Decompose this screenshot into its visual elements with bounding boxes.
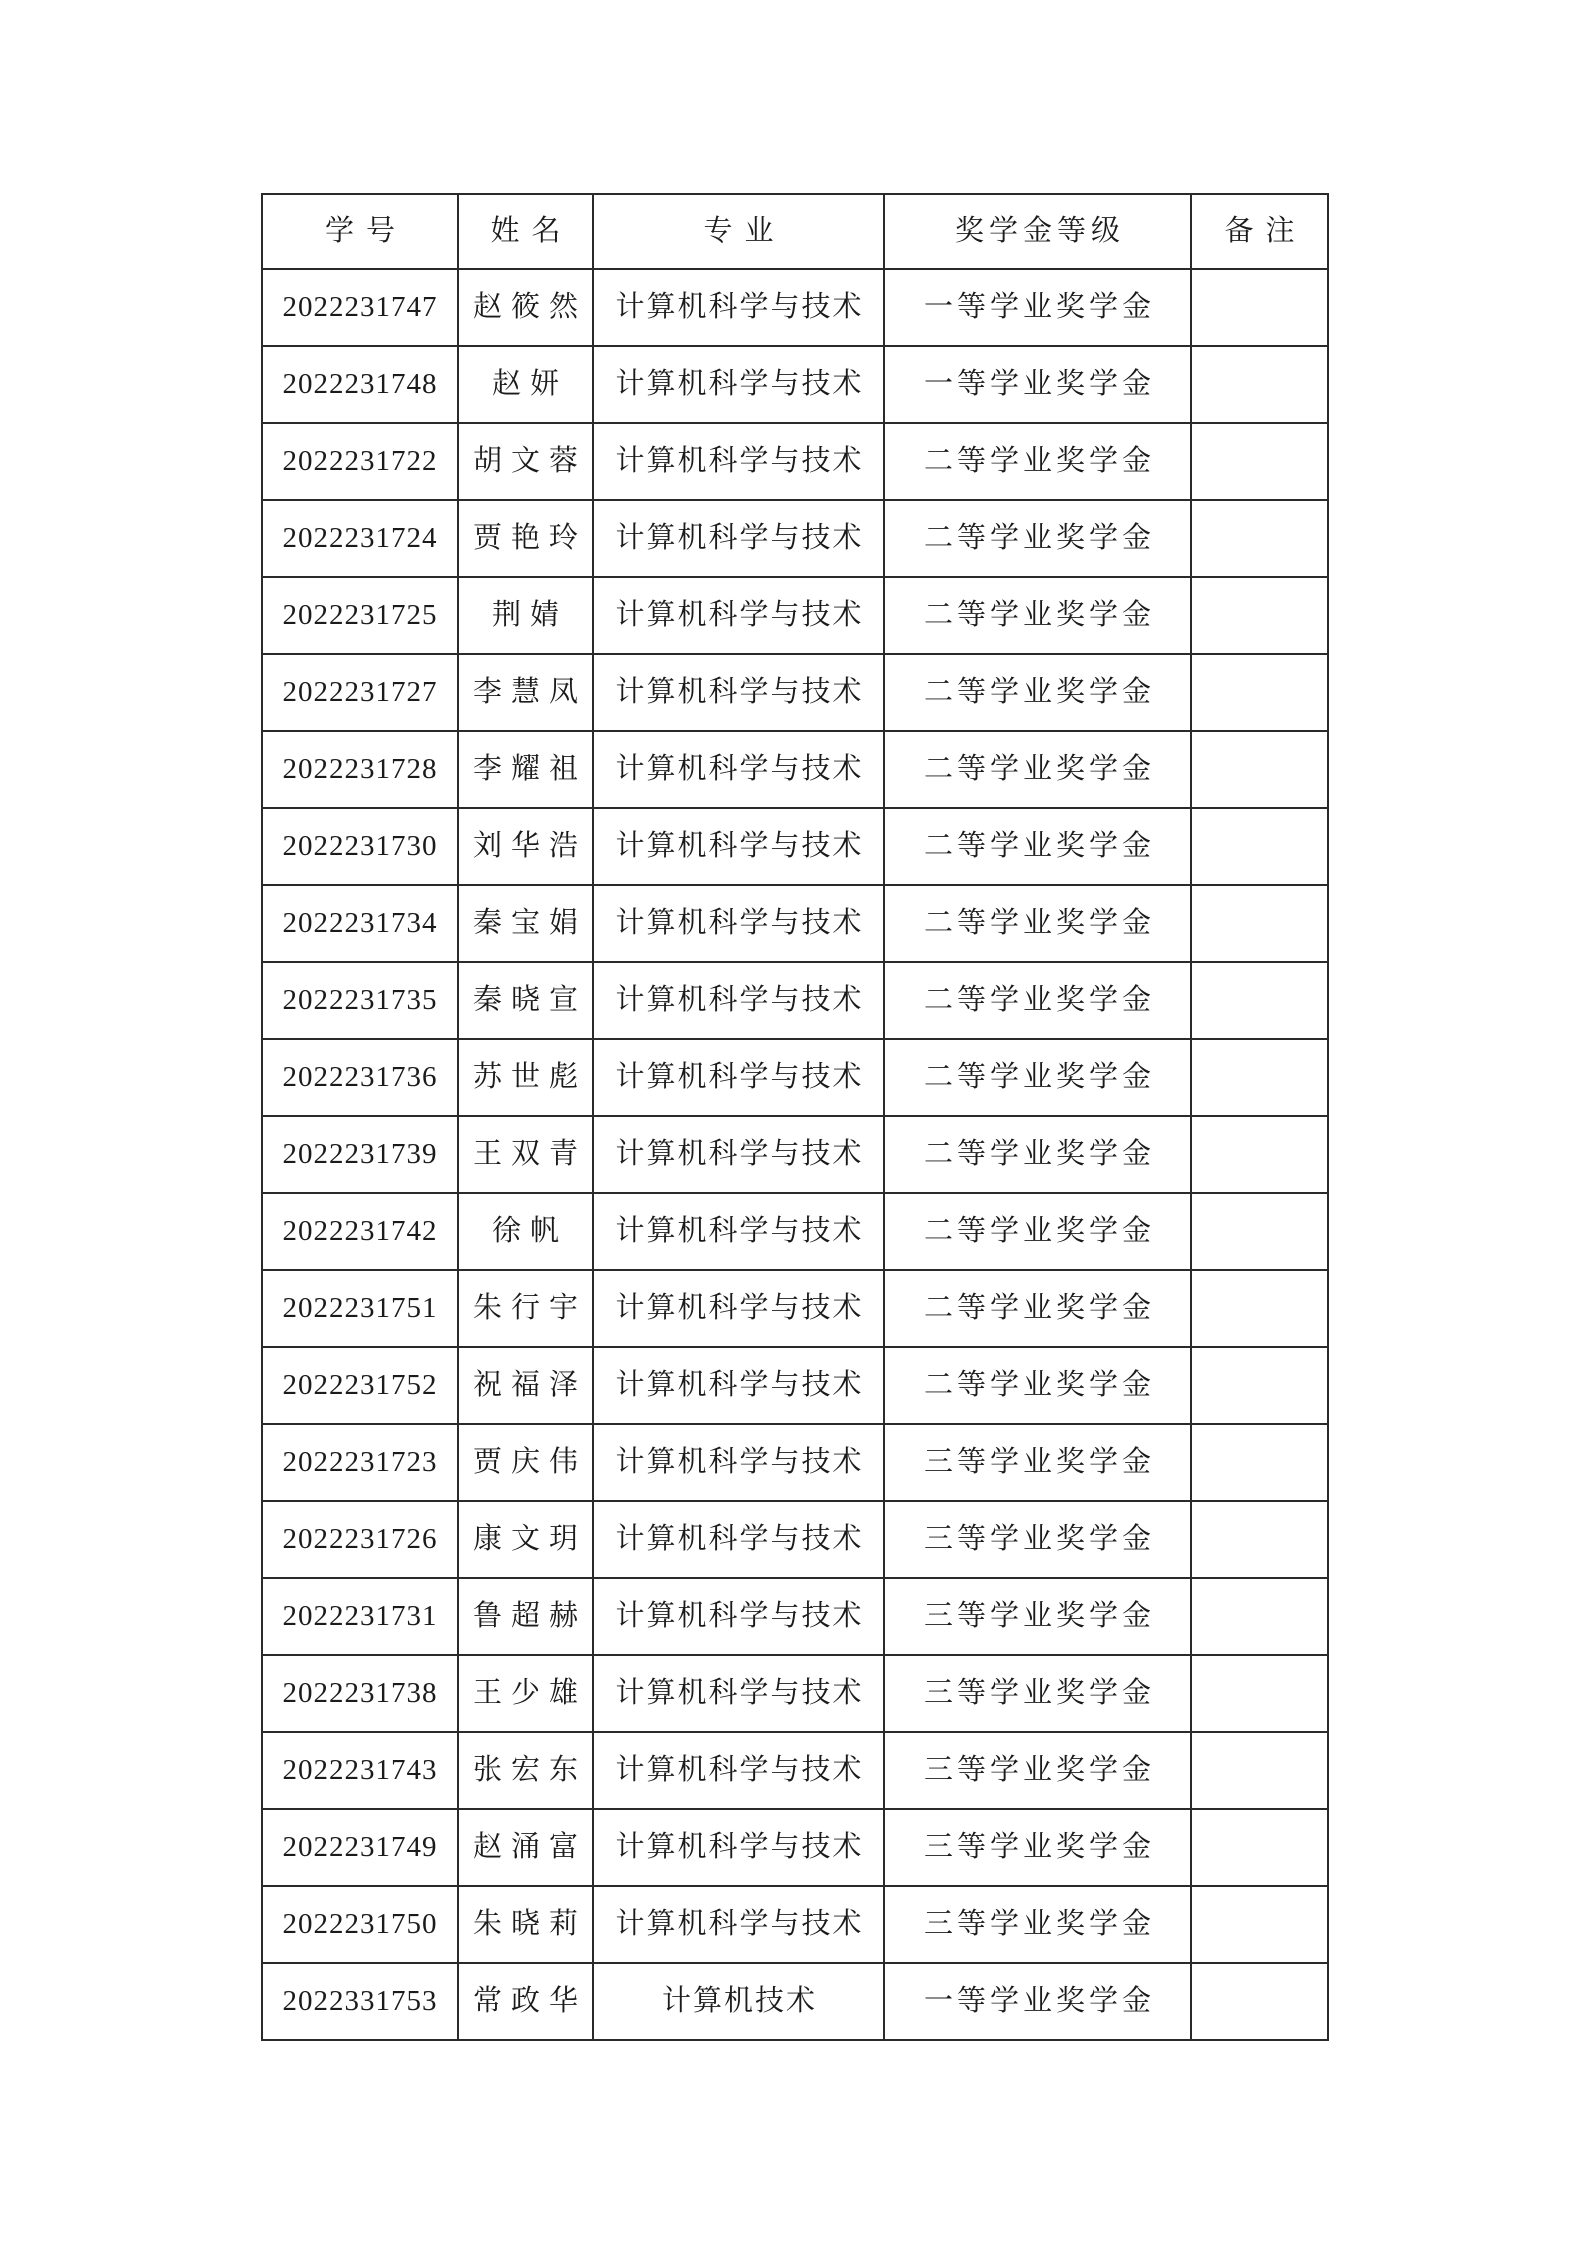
student-id-cell: 2022231739: [262, 1116, 458, 1193]
name-cell: 赵妍: [458, 346, 593, 423]
major-cell: 计算机科学与技术: [593, 500, 884, 577]
remark-cell: [1191, 1655, 1328, 1732]
table-row: [262, 423, 1328, 500]
scholarship-cell: 一等学业奖学金: [884, 269, 1191, 346]
name-cell: 李耀祖: [458, 731, 593, 808]
major-cell: 计算机科学与技术: [593, 1270, 884, 1347]
name-cell: 康文玥: [458, 1501, 593, 1578]
name-cell: 苏世彪: [458, 1039, 593, 1116]
major-cell: 计算机科学与技术: [593, 1039, 884, 1116]
table-row: [262, 1963, 1328, 2040]
name-cell: 赵涌富: [458, 1809, 593, 1886]
name-cell: 刘华浩: [458, 808, 593, 885]
scholarship-cell: 二等学业奖学金: [884, 423, 1191, 500]
student-id-cell: 2022231724: [262, 500, 458, 577]
major-cell: 计算机科学与技术: [593, 885, 884, 962]
scholarship-cell: 三等学业奖学金: [884, 1732, 1191, 1809]
major-cell: 计算机科学与技术: [593, 1193, 884, 1270]
student-id-cell: 2022231742: [262, 1193, 458, 1270]
name-cell: 张宏东: [458, 1732, 593, 1809]
table-row: [262, 346, 1328, 423]
major-cell: 计算机科学与技术: [593, 654, 884, 731]
major-cell: 计算机科学与技术: [593, 1655, 884, 1732]
scholarship-table: [261, 193, 1329, 2041]
name-cell: 赵筱然: [458, 269, 593, 346]
major-cell: 计算机科学与技术: [593, 808, 884, 885]
major-cell: 计算机科学与技术: [593, 1809, 884, 1886]
student-id-cell: 2022231738: [262, 1655, 458, 1732]
student-id-cell: 2022231725: [262, 577, 458, 654]
remark-cell: [1191, 731, 1328, 808]
student-id-cell: 2022231750: [262, 1886, 458, 1963]
table-row: [262, 1039, 1328, 1116]
remark-cell: [1191, 1039, 1328, 1116]
scholarship-cell: 二等学业奖学金: [884, 654, 1191, 731]
remark-cell: [1191, 1347, 1328, 1424]
scholarship-cell: 三等学业奖学金: [884, 1424, 1191, 1501]
student-id-cell: 2022231728: [262, 731, 458, 808]
scholarship-cell: 二等学业奖学金: [884, 885, 1191, 962]
table-body: [262, 269, 1328, 2040]
student-id-cell: 2022231722: [262, 423, 458, 500]
table-row: [262, 1116, 1328, 1193]
header-major: 专业: [593, 194, 884, 269]
scholarship-cell: 三等学业奖学金: [884, 1655, 1191, 1732]
table-row: [262, 1347, 1328, 1424]
remark-cell: [1191, 1501, 1328, 1578]
remark-cell: [1191, 269, 1328, 346]
name-cell: 朱晓莉: [458, 1886, 593, 1963]
table-row: [262, 808, 1328, 885]
scholarship-cell: 二等学业奖学金: [884, 1193, 1191, 1270]
student-id-cell: 2022231735: [262, 962, 458, 1039]
table-header: [262, 194, 1328, 269]
scholarship-cell: 二等学业奖学金: [884, 731, 1191, 808]
table-row: [262, 962, 1328, 1039]
remark-cell: [1191, 885, 1328, 962]
major-cell: 计算机科学与技术: [593, 346, 884, 423]
name-cell: 胡文蓉: [458, 423, 593, 500]
table-row: [262, 1886, 1328, 1963]
remark-cell: [1191, 423, 1328, 500]
student-id-cell: 2022231723: [262, 1424, 458, 1501]
remark-cell: [1191, 346, 1328, 423]
major-cell: 计算机科学与技术: [593, 1424, 884, 1501]
scholarship-cell: 二等学业奖学金: [884, 577, 1191, 654]
table-row: [262, 1424, 1328, 1501]
major-cell: 计算机科学与技术: [593, 1732, 884, 1809]
major-cell: 计算机科学与技术: [593, 1116, 884, 1193]
table-row: [262, 654, 1328, 731]
table-row: [262, 1809, 1328, 1886]
remark-cell: [1191, 962, 1328, 1039]
name-cell: 秦宝娟: [458, 885, 593, 962]
student-id-cell: 2022231736: [262, 1039, 458, 1116]
scholarship-cell: 二等学业奖学金: [884, 500, 1191, 577]
header-scholarship: 奖学金等级: [884, 194, 1191, 269]
major-cell: 计算机科学与技术: [593, 1347, 884, 1424]
name-cell: 常政华: [458, 1963, 593, 2040]
scholarship-cell: 三等学业奖学金: [884, 1886, 1191, 1963]
name-cell: 徐帆: [458, 1193, 593, 1270]
student-id-cell: 2022231731: [262, 1578, 458, 1655]
student-id-cell: 2022231726: [262, 1501, 458, 1578]
scholarship-cell: 二等学业奖学金: [884, 808, 1191, 885]
student-id-cell: 2022231743: [262, 1732, 458, 1809]
student-id-cell: 2022231747: [262, 269, 458, 346]
name-cell: 贾艳玲: [458, 500, 593, 577]
table-row: [262, 885, 1328, 962]
student-id-cell: 2022231727: [262, 654, 458, 731]
scholarship-cell: 三等学业奖学金: [884, 1501, 1191, 1578]
remark-cell: [1191, 1963, 1328, 2040]
header-remark: 备注: [1191, 194, 1328, 269]
major-cell: 计算机科学与技术: [593, 577, 884, 654]
major-cell: 计算机技术: [593, 1963, 884, 2040]
table-row: [262, 1655, 1328, 1732]
remark-cell: [1191, 1193, 1328, 1270]
student-id-cell: 2022231734: [262, 885, 458, 962]
major-cell: 计算机科学与技术: [593, 1578, 884, 1655]
major-cell: 计算机科学与技术: [593, 269, 884, 346]
remark-cell: [1191, 500, 1328, 577]
remark-cell: [1191, 577, 1328, 654]
remark-cell: [1191, 1809, 1328, 1886]
header-student-id: 学号: [262, 194, 458, 269]
name-cell: 贾庆伟: [458, 1424, 593, 1501]
table-row: [262, 1193, 1328, 1270]
name-cell: 祝福泽: [458, 1347, 593, 1424]
scholarship-cell: 二等学业奖学金: [884, 962, 1191, 1039]
remark-cell: [1191, 654, 1328, 731]
scholarship-cell: 二等学业奖学金: [884, 1347, 1191, 1424]
header-row: [262, 194, 1328, 269]
remark-cell: [1191, 1424, 1328, 1501]
remark-cell: [1191, 1578, 1328, 1655]
table-row: [262, 500, 1328, 577]
remark-cell: [1191, 1886, 1328, 1963]
table-row: [262, 269, 1328, 346]
scholarship-cell: 二等学业奖学金: [884, 1270, 1191, 1347]
major-cell: 计算机科学与技术: [593, 423, 884, 500]
remark-cell: [1191, 1732, 1328, 1809]
name-cell: 秦晓宣: [458, 962, 593, 1039]
major-cell: 计算机科学与技术: [593, 1886, 884, 1963]
table-row: [262, 577, 1328, 654]
name-cell: 王少雄: [458, 1655, 593, 1732]
student-id-cell: 2022231748: [262, 346, 458, 423]
scholarship-cell: 二等学业奖学金: [884, 1116, 1191, 1193]
name-cell: 朱行宇: [458, 1270, 593, 1347]
remark-cell: [1191, 1116, 1328, 1193]
name-cell: 李慧凤: [458, 654, 593, 731]
scholarship-cell: 一等学业奖学金: [884, 346, 1191, 423]
table-row: [262, 1270, 1328, 1347]
table-row: [262, 1501, 1328, 1578]
student-id-cell: 2022331753: [262, 1963, 458, 2040]
student-id-cell: 2022231751: [262, 1270, 458, 1347]
name-cell: 鲁超赫: [458, 1578, 593, 1655]
scholarship-cell: 一等学业奖学金: [884, 1963, 1191, 2040]
table-row: [262, 731, 1328, 808]
student-id-cell: 2022231752: [262, 1347, 458, 1424]
scholarship-cell: 三等学业奖学金: [884, 1578, 1191, 1655]
major-cell: 计算机科学与技术: [593, 731, 884, 808]
student-id-cell: 2022231749: [262, 1809, 458, 1886]
name-cell: 荆婧: [458, 577, 593, 654]
scholarship-cell: 二等学业奖学金: [884, 1039, 1191, 1116]
name-cell: 王双青: [458, 1116, 593, 1193]
table-row: [262, 1578, 1328, 1655]
major-cell: 计算机科学与技术: [593, 1501, 884, 1578]
student-id-cell: 2022231730: [262, 808, 458, 885]
table-row: [262, 1732, 1328, 1809]
major-cell: 计算机科学与技术: [593, 962, 884, 1039]
scholarship-cell: 三等学业奖学金: [884, 1809, 1191, 1886]
header-name: 姓名: [458, 194, 593, 269]
remark-cell: [1191, 808, 1328, 885]
remark-cell: [1191, 1270, 1328, 1347]
